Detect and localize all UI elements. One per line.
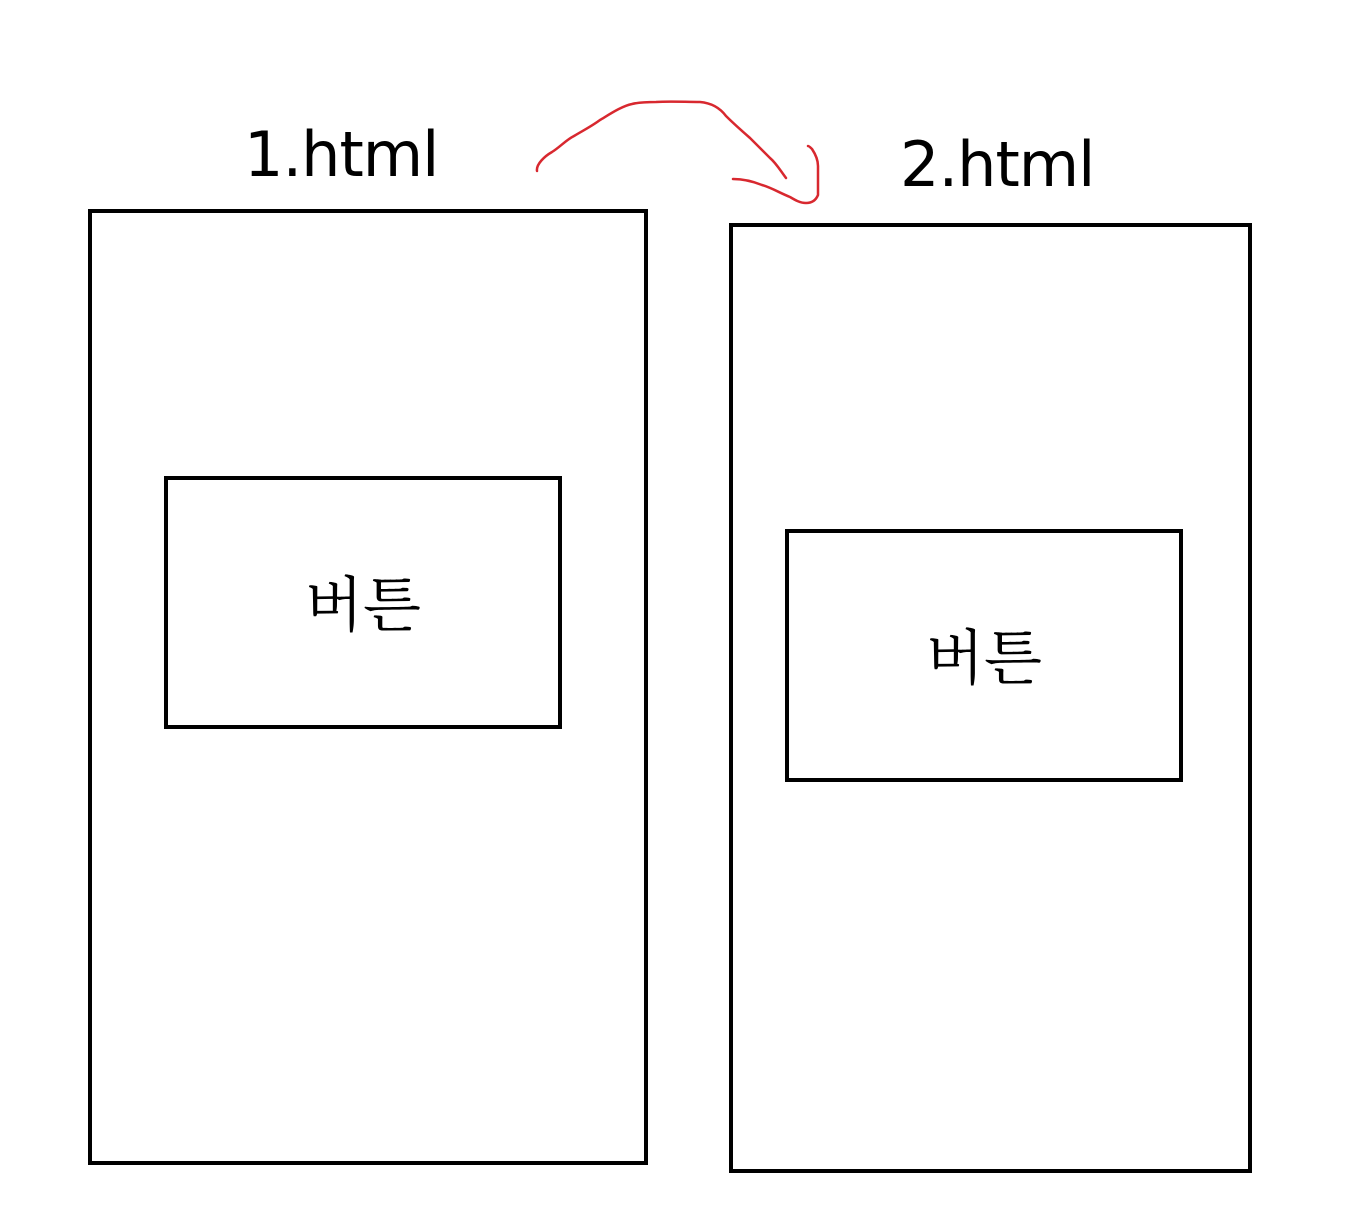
page-2-frame: [729, 223, 1252, 1173]
arrow-head: [733, 146, 818, 203]
page-2-button-label: 버튼: [926, 623, 1042, 694]
page-1-frame: [88, 209, 648, 1165]
arrow-curve: [537, 102, 786, 178]
page-1-button-label: 버튼: [305, 570, 421, 641]
page-2-label: 2.html: [900, 128, 1095, 201]
page-1-label: 1.html: [244, 118, 439, 191]
page-1-button[interactable]: [164, 476, 562, 729]
page-2-button[interactable]: [785, 529, 1183, 782]
